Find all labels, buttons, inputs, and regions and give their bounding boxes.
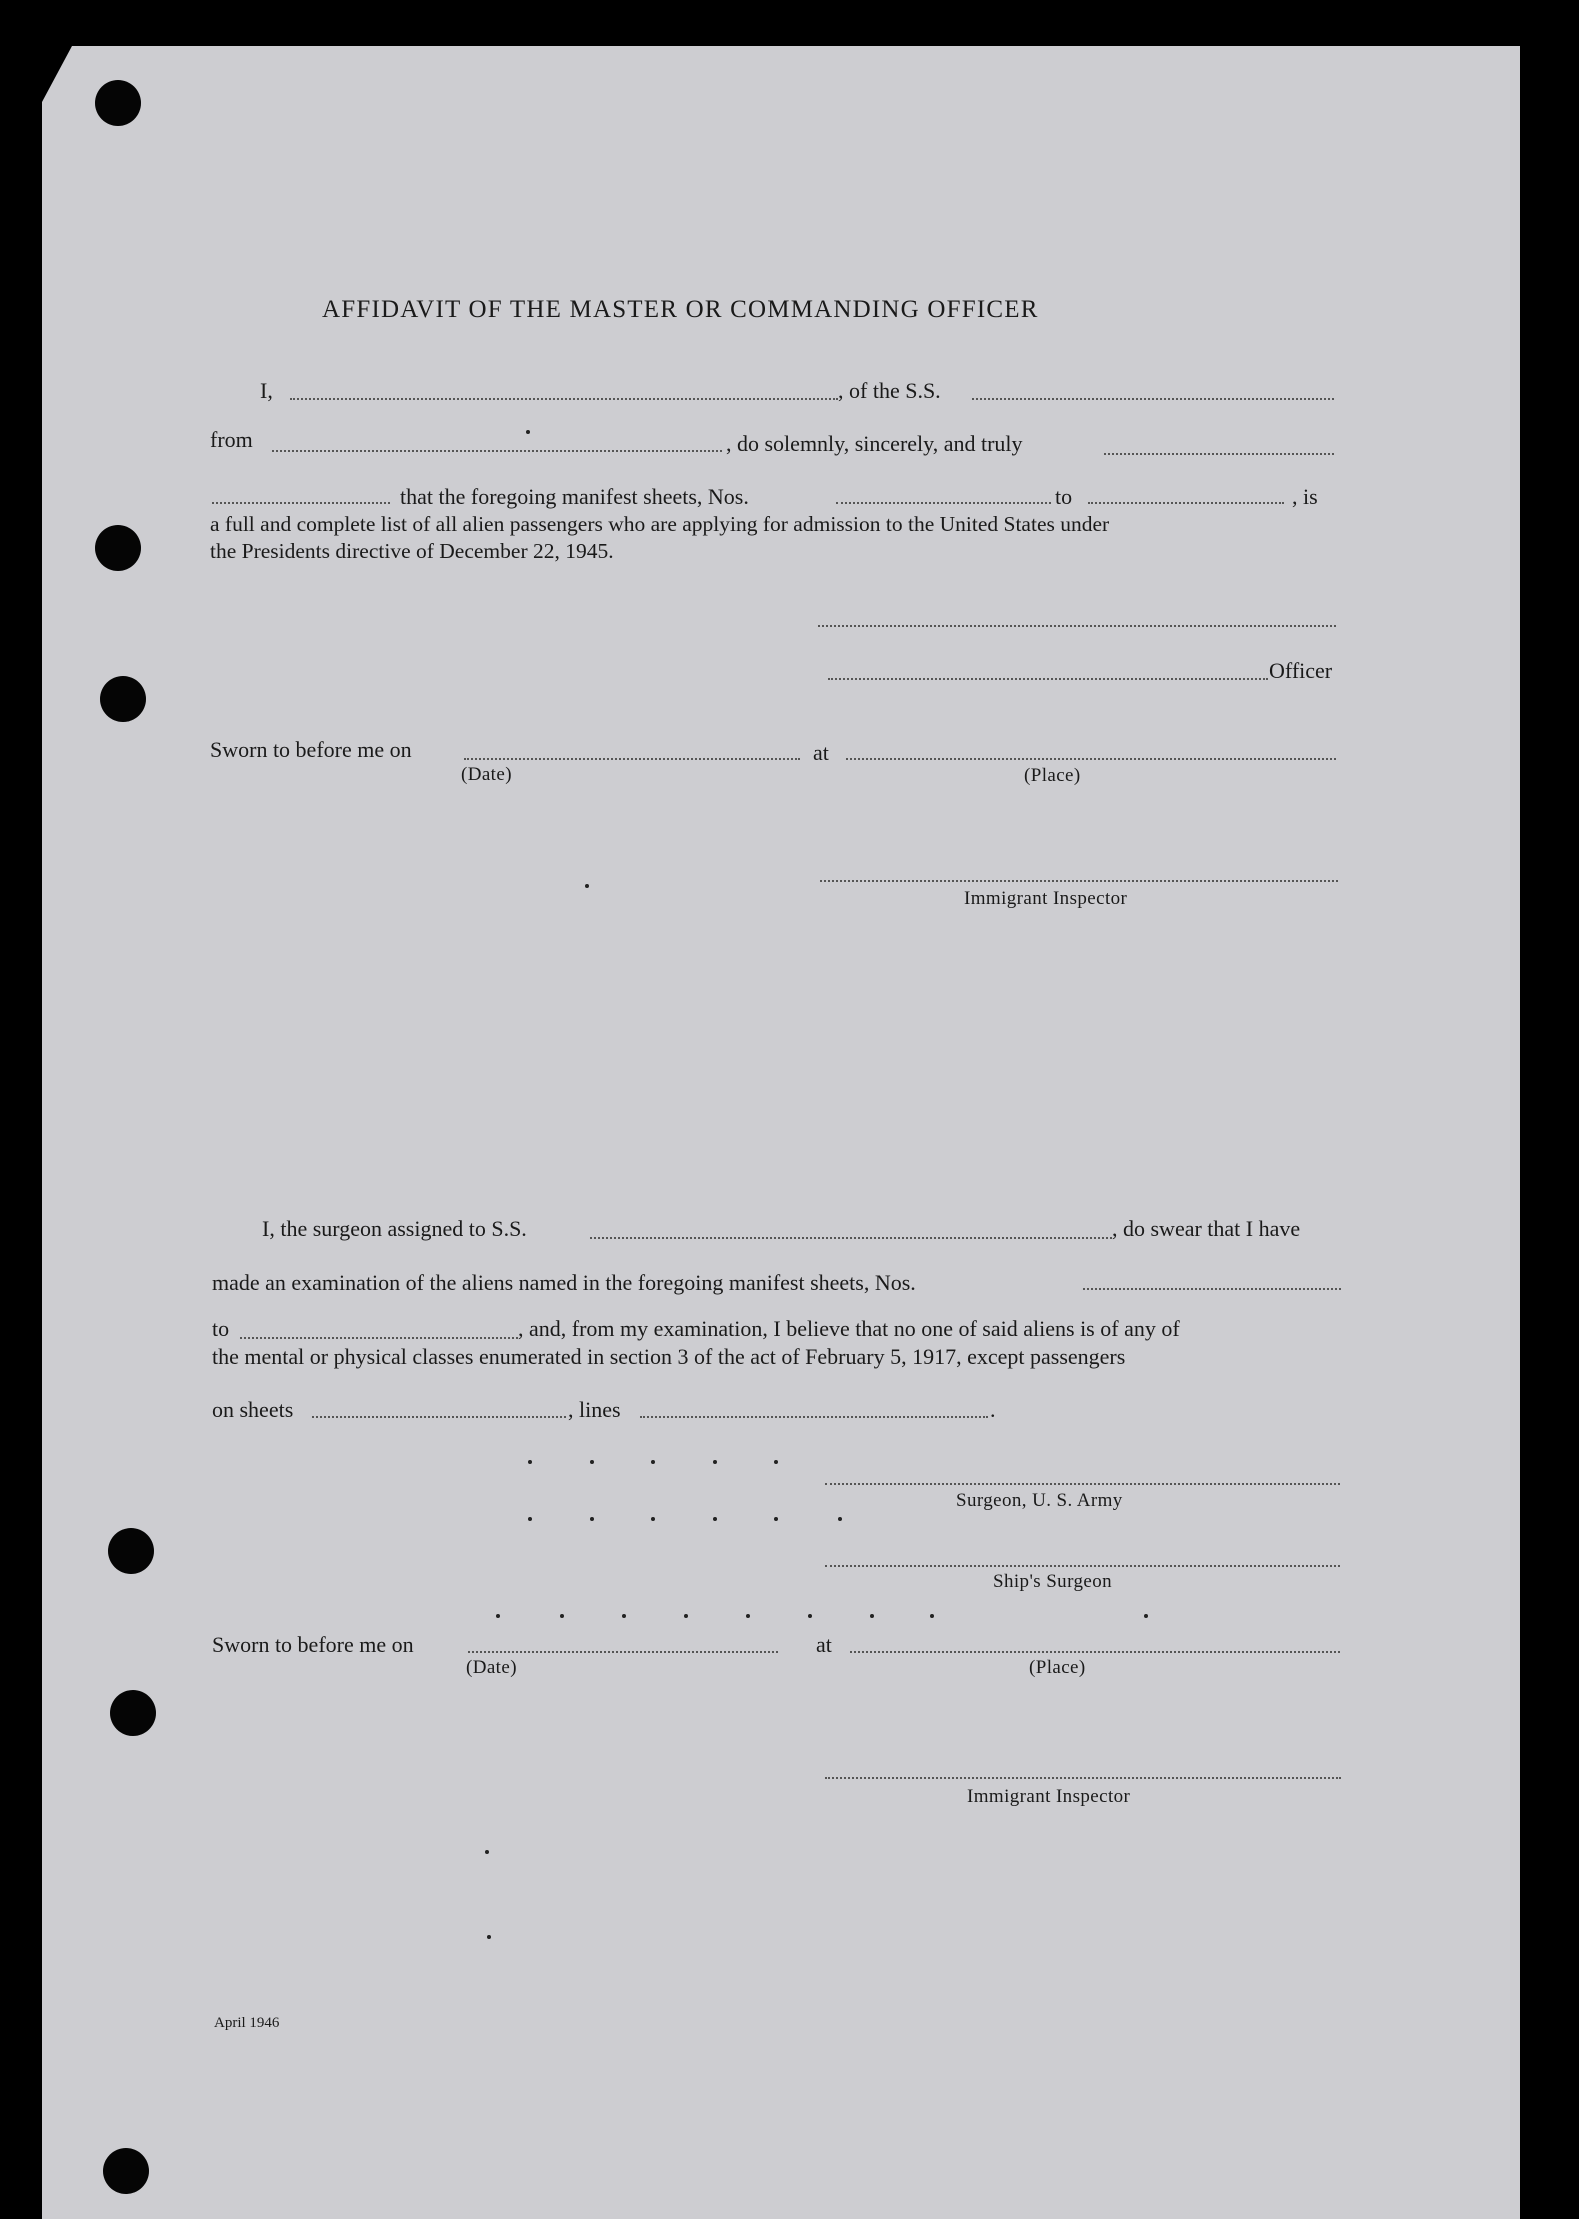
binder-hole (108, 1528, 154, 1574)
form-date-footer: April 1946 (214, 2015, 280, 2031)
surgeon-date-caption: (Date) (466, 1657, 517, 1678)
surgeon-line1-b: , do swear that I have (1112, 1216, 1301, 1241)
surgeon-line1-a: I, the surgeon assigned to S.S. (262, 1216, 527, 1241)
surgeon-place-caption: (Place) (1029, 1657, 1086, 1678)
master-line3: the Presidents directive of December 22, 1945. (210, 539, 614, 563)
sheet-to-field[interactable] (1088, 502, 1284, 504)
sheet-from-field[interactable] (836, 502, 1051, 504)
master-name-field[interactable] (290, 398, 838, 400)
master-from-label: from (210, 427, 253, 452)
master-at-label: at (813, 740, 829, 765)
scan-speck (713, 1460, 717, 1464)
scan-speck (746, 1614, 750, 1618)
master-sworn-label: Sworn to before me on (210, 737, 412, 762)
surgeon-line4: the mental or physical classes enumerated in section 3 of the act of February 5, 1917, except passengers (212, 1344, 1126, 1369)
surgeon-sheet-to-field[interactable] (240, 1337, 518, 1339)
scan-speck (485, 1850, 489, 1854)
binder-hole (95, 525, 141, 571)
scan-speck (774, 1460, 778, 1464)
surgeon-to-label: to (212, 1316, 230, 1341)
scan-speck (808, 1614, 812, 1618)
master-inspector-signature-line[interactable] (820, 880, 1338, 882)
scan-speck (526, 430, 530, 434)
scan-speck (651, 1517, 655, 1521)
surgeon-sworn-place-field[interactable] (850, 1651, 1340, 1653)
master-inspector-label: Immigrant Inspector (964, 888, 1128, 909)
scan-speck (496, 1614, 500, 1618)
scan-speck (585, 884, 589, 888)
ship-name-field[interactable] (972, 398, 1334, 400)
surgeon-inspector-signature-line[interactable] (825, 1777, 1341, 1779)
master-sworn-date-field[interactable] (464, 758, 800, 760)
master-of-ss-label: , of the S.S. (838, 378, 941, 403)
surgeon-inspector-label: Immigrant Inspector (967, 1786, 1131, 1807)
scan-speck (528, 1460, 532, 1464)
master-is-label: , is (1292, 484, 1318, 509)
scan-speck (684, 1614, 688, 1618)
army-surgeon-signature-line[interactable] (825, 1483, 1340, 1485)
scan-speck (713, 1517, 717, 1521)
scan-speck (1144, 1614, 1148, 1618)
master-solemnly-label: , do solemnly, sincerely, and truly (726, 431, 1023, 456)
scan-speck (774, 1517, 778, 1521)
oath-field-2[interactable] (212, 502, 390, 504)
master-place-caption: (Place) (1024, 765, 1081, 786)
scan-speck (528, 1517, 532, 1521)
surgeon-sheets-field[interactable] (312, 1416, 566, 1418)
army-surgeon-label: Surgeon, U. S. Army (956, 1490, 1123, 1511)
surgeon-lines-field[interactable] (640, 1416, 988, 1418)
oath-field[interactable] (1104, 453, 1334, 455)
surgeon-sheet-from-field[interactable] (1083, 1288, 1341, 1290)
port-from-field[interactable] (272, 450, 722, 452)
scan-speck (838, 1517, 842, 1521)
master-sworn-place-field[interactable] (846, 758, 1336, 760)
surgeon-lines-label: , lines (568, 1397, 621, 1422)
ship-surgeon-signature-line[interactable] (825, 1565, 1340, 1567)
master-to-label: to (1055, 484, 1073, 509)
scan-speck (560, 1614, 564, 1618)
scan-speck (622, 1614, 626, 1618)
surgeon-sworn-label: Sworn to before me on (212, 1632, 414, 1657)
surgeon-sworn-date-field[interactable] (468, 1651, 778, 1653)
master-signature-line[interactable] (818, 625, 1336, 627)
surgeon-at-label: at (816, 1632, 832, 1657)
scan-speck (487, 1935, 491, 1939)
surgeon-on-sheets-label: on sheets (212, 1397, 294, 1422)
form-sheet (42, 46, 1520, 2219)
scan-speck (930, 1614, 934, 1618)
scan-speck (651, 1460, 655, 1464)
scan-speck (590, 1460, 594, 1464)
surgeon-lines-period: . (990, 1397, 996, 1422)
master-date-caption: (Date) (461, 764, 512, 785)
master-i-label: I, (260, 378, 273, 403)
binder-hole (95, 80, 141, 126)
scan-speck (870, 1614, 874, 1618)
officer-label: Officer (1269, 658, 1333, 683)
scan-speck (590, 1517, 594, 1521)
master-foregoing-label: that the foregoing manifest sheets, Nos. (400, 484, 749, 509)
surgeon-ship-field[interactable] (590, 1237, 1112, 1239)
master-line2: a full and complete list of all alien passengers who are applying for admission to the United States under (210, 512, 1110, 536)
ship-surgeon-label: Ship's Surgeon (993, 1571, 1112, 1592)
binder-hole (110, 1690, 156, 1736)
form-title: AFFIDAVIT OF THE MASTER OR COMMANDING OFFICER (322, 296, 1039, 323)
officer-signature-line[interactable] (828, 678, 1268, 680)
surgeon-line2: made an examination of the aliens named in the foregoing manifest sheets, Nos. (212, 1270, 916, 1295)
surgeon-line3-b: , and, from my examination, I believe that no one of said aliens is of any of (518, 1316, 1180, 1341)
binder-hole (103, 2148, 149, 2194)
binder-hole (100, 676, 146, 722)
